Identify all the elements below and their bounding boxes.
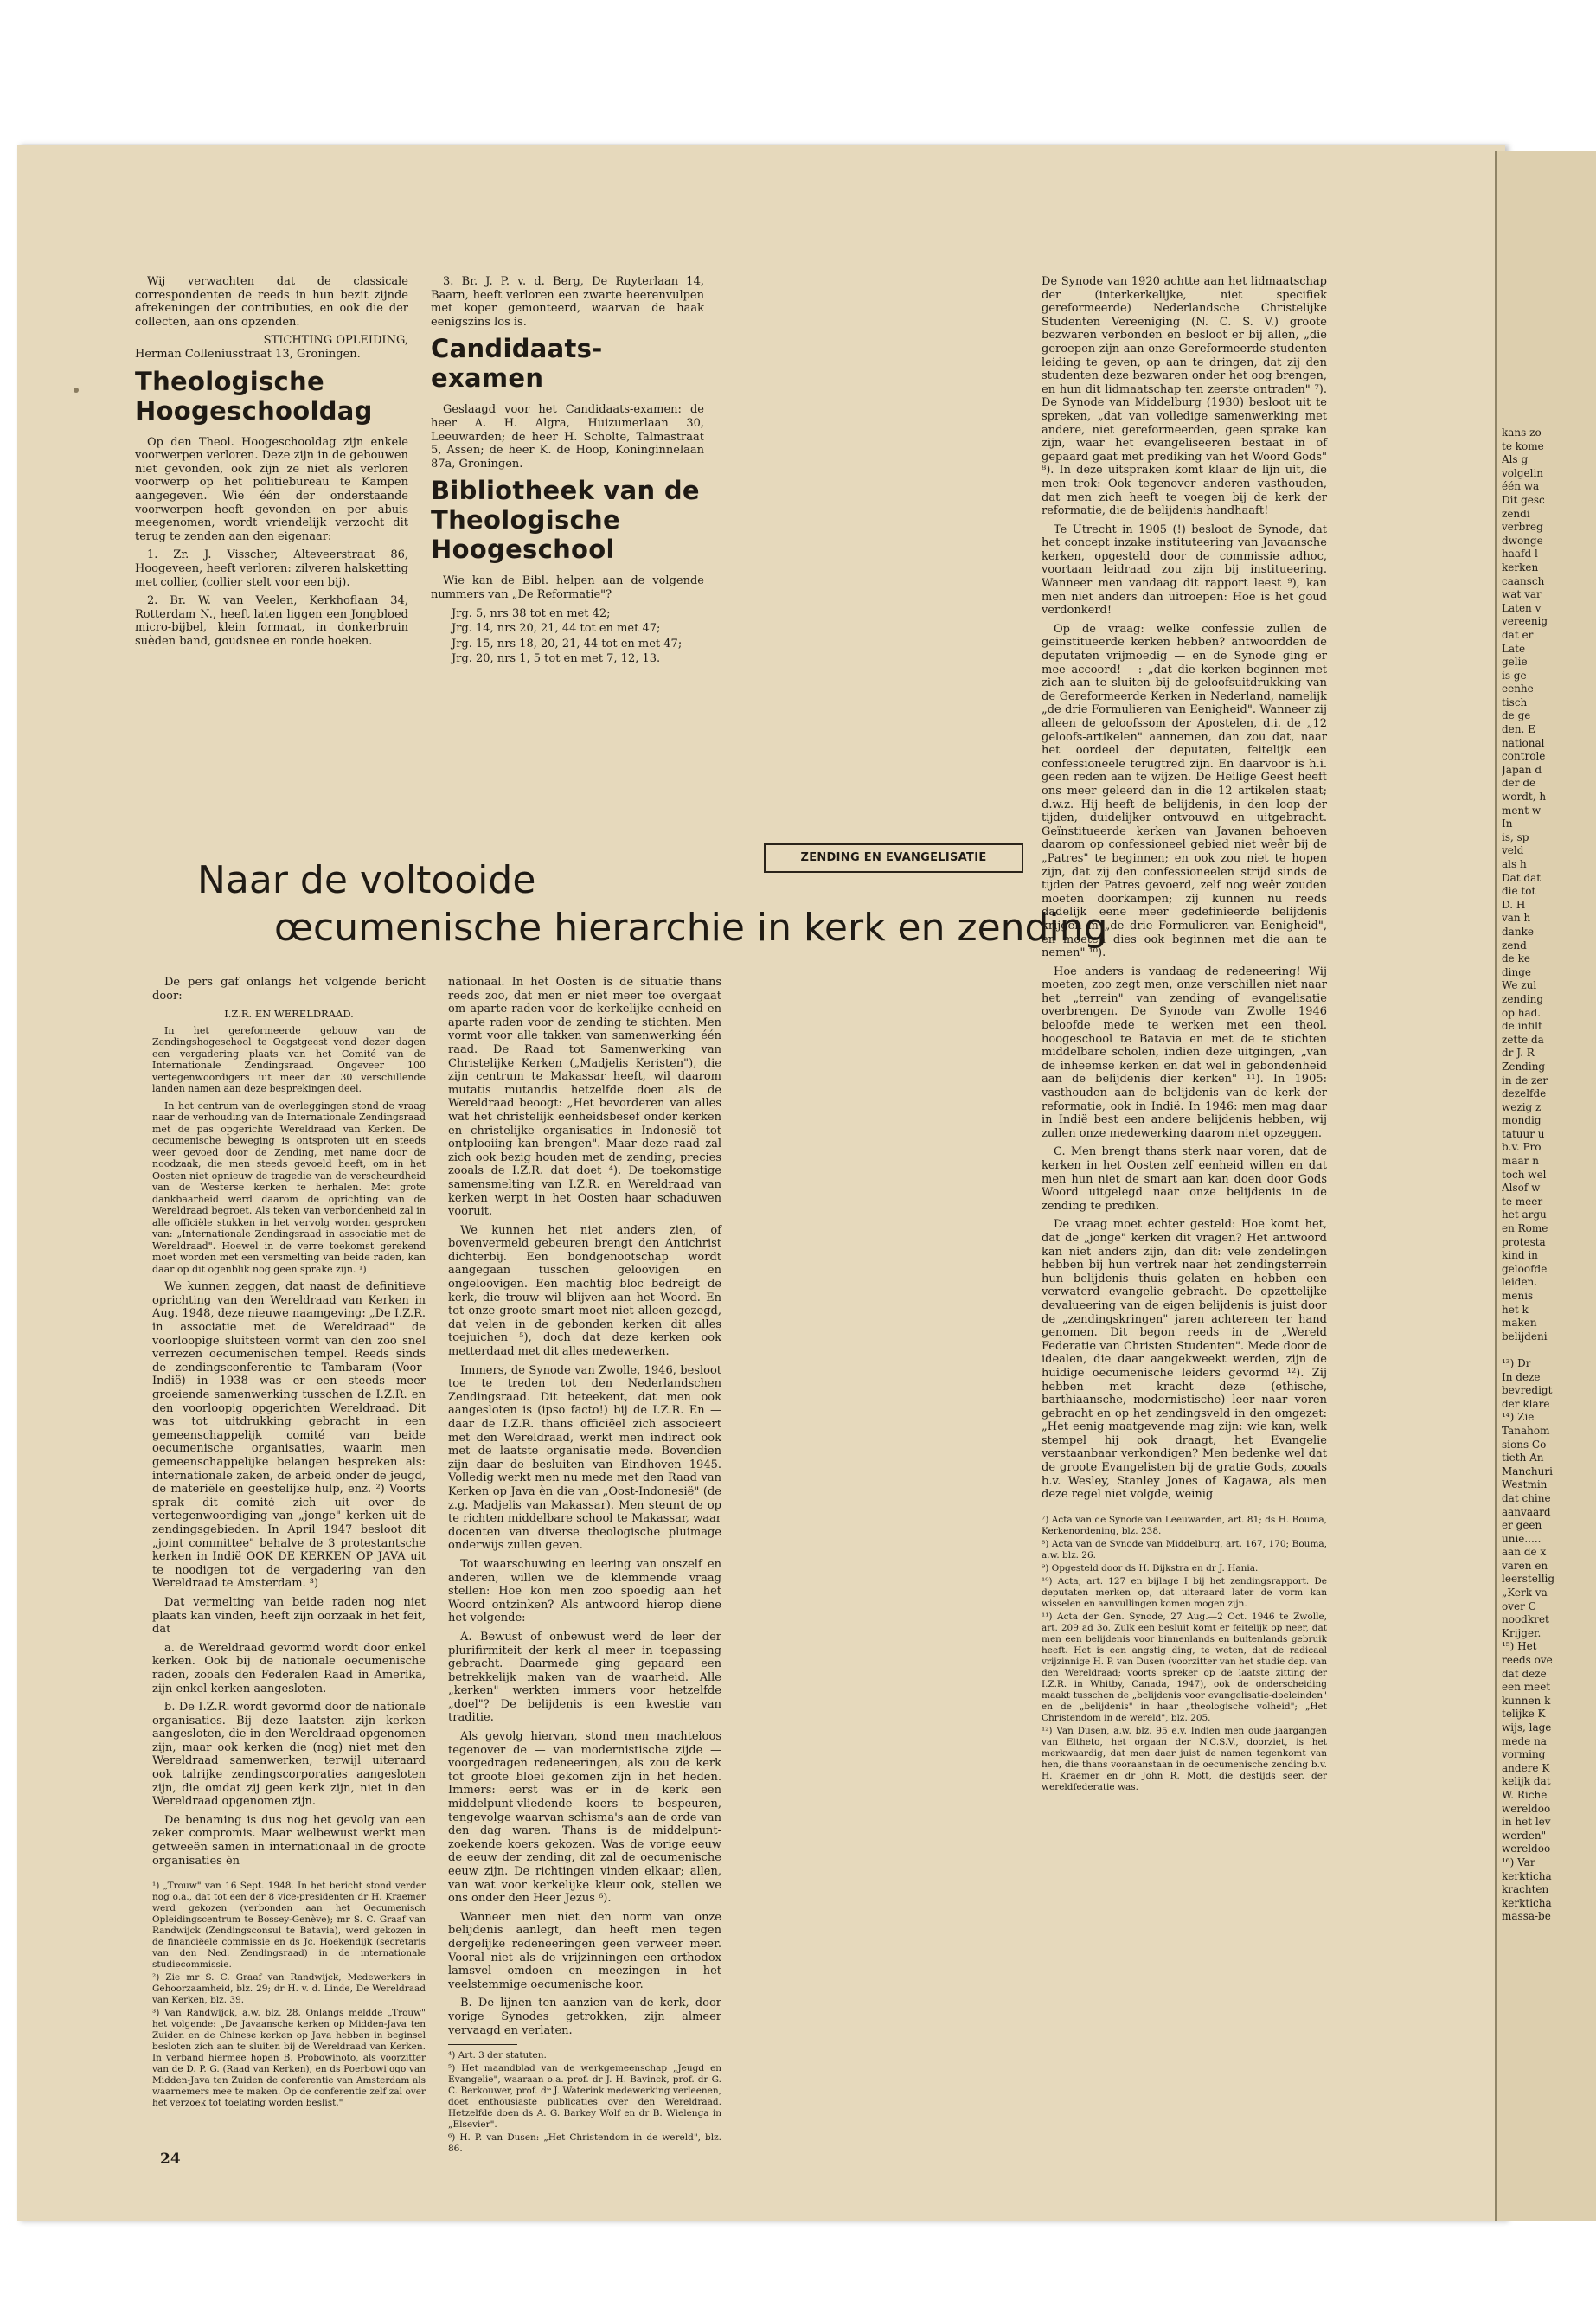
next-page-line: kerken [1502, 561, 1539, 574]
footnote: ¹⁰) Acta, art. 127 en bijlage I bij het zendingsrapport. De deputaten merken op, dat uiteraard later de vorm kan wisselen en aanvullingen komen mogen zijn. [1042, 1575, 1327, 1609]
footnote: ¹¹) Acta der Gen. Synode, 27 Aug.—2 Oct. 1946 te Zwolle, art. 209 ad 3o. Zulk een besluit komt er feitelijk op neer, dat men een belijdenis voor binnenlands en buitenlands gebruik heeft. Het is een angstig ding, te weten, dat de radicaal vrijzinnige H. P. van Dusen (voorzitter van het studie dep. van den Wereldraad; voorts spreker op de laatste zitting der I.Z.R. in Whitby, Canada, 1947), ook de onderscheiding maakt tusschen de „belijdenis voor evangelisatie-doeleinden" en de „belijdenis" in haar „theologische volheid"; „Het Christendom in de wereld", blz. 205. [1042, 1611, 1327, 1723]
newspaper-page [17, 145, 1505, 2221]
article-paragraph: Hoe anders is vandaag de redeneering! Wij moeten, zoo zegt men, onze verschillen niet naar het „terrein" van zending of evangelisatie overbrengen. De Synode van Zwolle 1946 beloofde mede te werken met een theol. hoogeschool te Batavia en met de te stichten middelbare scholen, indien deze uitgingen, „van de inheemse kerken en dat wel in gebondenheid aan de belijdenis dier kerken" ¹¹). In 1905: vasthouden aan de belijdenis van de kerk der reformatie, ook in Indië. In 1946: men mag daar in Indië best een andere belijdenis hebben, wij zullen onze medewerking daarom niet opzeggen. [1042, 965, 1327, 1140]
article-headline-line2: œcumenische hierarchie in kerk en zending [274, 906, 1108, 950]
next-page-line: menis [1502, 1290, 1534, 1302]
next-page-line: van h [1502, 912, 1531, 925]
next-page-line: er geen [1502, 1519, 1542, 1532]
footnote: ¹) „Trouw" van 16 Sept. 1948. In het bericht stond verder nog o.a., dat tot een der 8 vice-presidenten dr H. Kraemer werd gekozen (verbonden aan het Oecumenisch Opleidingscentrum te Bossey-Genève); mr S. C. Graaf van Randwijck (Zendingsconsul te Batavia), werd gekozen in de financiëele commissie en ds Jc. Hoekendijk (secretaris van den Ned. Zendingsraad) in de internationale studiecommissie. [152, 1881, 426, 1971]
next-page-line: Als g [1502, 453, 1529, 466]
next-page-line: die tot [1502, 885, 1536, 898]
section-heading-candidaats: Candidaats-examen [431, 334, 603, 394]
next-page-line: varen en [1502, 1559, 1548, 1572]
next-page-line: mondig [1502, 1114, 1542, 1127]
next-page-line: unie..... [1502, 1532, 1542, 1545]
section-heading-theol-day: Theologische Hoogeschooldag [135, 366, 373, 426]
page-number: 24 [160, 2150, 181, 2168]
next-page-line: een meet [1502, 1681, 1551, 1694]
next-page-line: D. H [1502, 898, 1526, 911]
next-page-line: dwonge [1502, 534, 1543, 547]
next-page-line: zending [1502, 992, 1544, 1005]
next-page-line: dezelfde [1502, 1087, 1547, 1100]
next-page-line: maken [1502, 1317, 1537, 1330]
next-page-line: protesta [1502, 1235, 1546, 1248]
next-page-line: als h [1502, 858, 1527, 870]
next-page-line: ¹³) Dr [1502, 1356, 1531, 1369]
article-intro: De pers gaf onlangs het volgende bericht door: [152, 976, 426, 1003]
article-paragraph: nationaal. In het Oosten is de situatie thans reeds zoo, dat men er niet meer toe overgaat om aparte raden voor de kerkelijke eenheid en aparte raden voor de zending te stichten. Men vormt voor alle takken van samenwerking één raad. De Raad tot Samenwerking van Christelijke Kerken („Madjelis Keristen"), die zijn centrum te Makassar heeft, wil daarom mutatis mutandis hetzelfde doen als de Wereldraad beoogt: „Het bevorderen van alles wat het christelijk eenheidsbesef onder kerken en christelijke organisaties in Indonesië tot ontplooiing kan brengen". Maar deze raad zal zich ook bezig houden met de zending, precies zooals de I.Z.R. dat doet ⁴). De toekomstige samensmelting van I.Z.R. en Wereldraad van kerken werpt in het Oosten haar schaduwen vooruit. [448, 976, 721, 1219]
article-headline-line1: Naar de voltooide [197, 858, 536, 902]
missing-issues-list [431, 607, 704, 666]
next-page-line: vorming [1502, 1748, 1546, 1761]
next-page-edge [1495, 151, 1596, 2221]
next-page-text-strip [1502, 426, 1595, 1924]
article-column-2 [448, 976, 721, 2157]
next-page-line: In deze [1502, 1370, 1541, 1383]
next-page-line: ment w [1502, 804, 1542, 817]
article-paragraph: C. Men brengt thans sterk naar voren, dat de kerken in het Oosten zelf eenheid willen en dat men hun niet de smart aan kan doen door Gods Woord uitgelegd naar onze belijdenis in de zending te prediken. [1042, 1145, 1327, 1213]
next-page-line: maar n [1502, 1155, 1539, 1168]
next-page-line: „Kerk va [1502, 1586, 1548, 1599]
next-page-line: leiden. [1502, 1276, 1538, 1289]
next-page-line: We zul [1502, 979, 1537, 992]
next-page-line: dat chine [1502, 1491, 1551, 1504]
next-page-line: in het lev [1502, 1816, 1551, 1829]
next-page-line: werden" [1502, 1829, 1547, 1842]
next-page-line: Japan d [1502, 763, 1542, 776]
next-page-line: Alsof w [1502, 1182, 1541, 1195]
article-paragraph: We kunnen zeggen, dat naast de definitieve oprichting van den Wereldraad van Kerken in Aug. 1948, deze nieuwe naamgeving: „De I.Z.R. in associatie met de Wereldraad" de voorloopige sluitsteen vormt van den zoo snel verrezen oecumenischen tempel. Reeds sinds de zendingsconferentie te Tambaram (Voor-Indië) in 1938 was er een steeds meer groeiende samenwerking tusschen de I.Z.R. en den voorloopig opgerichten Wereldraad. Dit was tot uitdrukking gebracht in een gemeenschappelijk comité van beide oecumenische organisaties, waarin men gemeenschappelijke belangen bespreken als: internationale zaken, de arbeid onder de jeugd, de materiële en geestelijke hulp, enz. ²) Voorts sprak dit comité zich uit over de vertegenwoordiging van „jonge" kerken uit de zendingsgebieden. In April 1947 besloot dit „joint committee" behalve de 3 protestantsche kerken in Indië OOK DE KERKEN OP JAVA uit te noodigen tot de vergadering van den Wereldraad te Amsterdam. ³) [152, 1280, 426, 1591]
next-page-line: over C [1502, 1599, 1536, 1612]
next-page-line: de infilt [1502, 1020, 1542, 1033]
next-page-line: In [1502, 817, 1513, 830]
footnotes-column-3 [1042, 1515, 1327, 1793]
article-paragraph: Dat vermelting van beide raden nog niet plaats kan vinden, heeft zijn oorzaak in het feit, dat [152, 1595, 426, 1637]
next-page-line: der de [1502, 777, 1536, 790]
next-page-line: gelie [1502, 656, 1528, 669]
article-paragraph: Te Utrecht in 1905 (!) besloot de Synode, dat het concept inzake instituteering van Javaansche kerken, opgesteld door de commissie adhoc, voortaan leidraad zou zijn bij institueering. Wanneer men vandaag dit rapport leest ⁹), kan men niet anders dan uitroepen: Hoe is het goud verdonkerd! [1042, 522, 1327, 618]
next-page-line: kans zo [1502, 426, 1542, 439]
next-page-line: in de zer [1502, 1074, 1548, 1086]
article-paragraph: B. De lijnen ten aanzien van de kerk, door vorige Synodes getrokken, zijn almeer vervaagd en verlaten. [448, 1997, 721, 2037]
next-page-line: dr J. R [1502, 1047, 1535, 1060]
bibliotheek-request: Wie kan de Bibl. helpen aan de volgende nummers van „De Reformatie"? [431, 574, 704, 601]
section-heading-bibliotheek-1: Bibliotheek van de [431, 476, 700, 506]
article-column-1 [152, 976, 426, 2111]
article-paragraph: We kunnen het niet anders zien, of bovenvermeld gebeuren brengt den Antichrist dichterbij. Een bondgenootschap wordt aangegaan tusschen geloovigen en ongeloovigen. Een machtig bloc bedreigt de kerk, die trouw wil blijven aan het Woord. En tot onze groote smart moet niet alleen gezegd, dat velen in de gebonden kerken dit alles toejuichen ⁵), doch dat deze kerken ook metterdaad met dit alles medewerken. [448, 1223, 721, 1359]
next-page-line: verbreg [1502, 521, 1543, 534]
next-page-line: wereldoo [1502, 1802, 1551, 1815]
next-page-line: en Rome [1502, 1222, 1548, 1235]
next-page-line: caansch [1502, 574, 1545, 587]
article-paragraph: De vraag moet echter gesteld: Hoe komt het, dat de „jonge" kerken dit vragen? Het antwoord kan niet anders zijn, dan dit: vele zendelingen hebben bij hun vertrek naar het zendingsterrein hun belijdenis thuis gelaten en hebben een verwaterd evangelie gebracht. De opzettelijke devalueering van de eigen belijdenis is juist door de „zendingskringen" jaren achtereen ter hand genomen. Dit begon reeds in de „Wereld Federatie van Christen Studenten". Mede door de idealen, die daar aangekweekt werden, zijn de huidige oecumenische leiders gevormd ¹²). Zij hebben met kracht deze (ethische, barthiaansche, modernistische) leer naar voren gebracht en op het zendingsveld in den omgezet: „Het eenig maatgevende mag zijn: wie kan, welk stempel hij ook draagt, het Evangelie verstaanbaar verkondigen? Men bedenke wel dat de groote Evangelisten bij de gratie Gods, zooals b.v. Wesley, Stanley Jones of Kagawa, als men deze regel niet volgde, weinig [1042, 1218, 1327, 1502]
next-page-line: reeds ove [1502, 1654, 1553, 1667]
next-page-line: te kome [1502, 439, 1544, 452]
next-page-line: Zending [1502, 1060, 1546, 1073]
next-page-line: danke [1502, 925, 1534, 938]
press-quote-paragraph: In het gereformeerde gebouw van de Zendingshogeschool te Oegstgeest vond dezer dagen een vergadering plaats van het Comité van de Internationale Zendingsraad. Ongeveer 100 vertegenwoordigers uit meer dan 30 verschillende landen namen aan deze besprekingen deel. [152, 1024, 426, 1095]
column-2-top [431, 275, 704, 673]
next-page-line: Krijger. [1502, 1626, 1542, 1639]
article-paragraph: Tot waarschuwing en leering van onszelf en anderen, willen we de klemmende vraag stellen: Hoe kon men zoo spoedig aan het Woord ontzinken? Als antwoord hierop diene het volgende: [448, 1557, 721, 1625]
lost-item-1: 1. Zr. J. Visscher, Alteveerstraat 86, Hoogeveen, heeft verloren: zilveren halsketting met collier, (collier stelt voor een bij). [135, 548, 408, 589]
next-page-line: b.v. Pro [1502, 1141, 1542, 1154]
next-page-line: één wa [1502, 480, 1540, 493]
next-page-line: dat deze [1502, 1667, 1547, 1680]
paper-spot [74, 388, 79, 393]
notice-signature: STICHTING OPLEIDING, [263, 334, 408, 348]
next-page-line: volgelin [1502, 466, 1544, 479]
footnote: ³) Van Randwijck, a.w. blz. 28. Onlangs meldde „Trouw" het volgende: „De Javaansche kerken op Midden-Java ten Zuiden en de Chinese kerken op Java hebben in beginsel besloten zich aan te sluiten bij de Wereldraad van Kerken. In verband hiermee hopen B. Probowinoto, als voorzitter van de D. P. G. (Raad van Kerken), en ds Poerbowijogo van Midden-Java ten Zuiden de conferentie van Amsterdam als waarnemers mee te maken. Op de conferentie zelf zal over het verzoek tot toelating worden beslist." [152, 2008, 426, 2109]
next-page-line: controle [1502, 750, 1546, 763]
next-page-line: wat var [1502, 588, 1542, 601]
next-page-line: aan de x [1502, 1546, 1547, 1559]
next-page-line: kunnen k [1502, 1694, 1551, 1707]
next-page-line: tieth An [1502, 1452, 1544, 1465]
next-page-line: veld [1502, 844, 1524, 857]
article-paragraph: Wanneer men niet den norm van onze belijdenis aanlegt, dan heeft men tegen dergelijke redeneeringen geen verweer meer. Vooral niet als de vrijzinningen een orthodox lamsvel omdoen en meezingen in het veelstemmige oecumenische koor. [448, 1910, 721, 1991]
article-paragraph: A. Bewust of onbewust werd de leer der plurifirmiteit der kerk al meer in toepassing gebracht. Daarmede ging gepaard een betrekkelijk maken van de waarheid. Alle „kerken" werkten immers voor hetzelfde „doel"? De belijdenis is een kwestie van traditie. [448, 1630, 721, 1725]
section-label-zending: ZENDING EN EVANGELISATIE [764, 843, 1023, 873]
footnote: ¹²) Van Dusen, a.w. blz. 95 e.v. Indien men oude jaargangen van Eltheto, het orgaan der N.C.S.V., doorziet, is het merkwaardig, dat men daar juist de namen tegenkomt van hen, die thans vooraanstaan in de oecumenische zending b.v. H. Kraemer en dr John R. Mott, die destijds seer. der wereldfederatie was. [1042, 1725, 1327, 1792]
footnote-divider [448, 2044, 517, 2045]
footnote: ⁴) Art. 3 der statuten. [448, 2050, 547, 2061]
article-paragraph: De Synode van 1920 achtte aan het lidmaatschap der (interkerkelijke, niet specifiek gereformeerde) Nederlandsche Christelijke Studenten Vereeniging (N. C. S. V.) groote bezwaren verbonden en besloot er bij allen, „die geroepen zijn aan onze Gereformeerde studenten leiding te geven, op aan te dringen, dat zij den studenten deze bezwaren onder het oog brengen, en hun dit lidmaatschap ten zeerste ontraden" ⁷). De Synode van Middelburg (1930) besloot uit te spreken, „dat van volledige samenwerking met andere, niet gereformeerden, geen sprake kan zijn, waar het evangeliseeren bestaat in of gepaard gaat met prediking van het Woord Gods" ⁸). In deze uitspraken komt klaar de lijn uit, die men trok: Ook tegenover anderen vasthouden, dat men zich heeft te voegen bij de kerk der reformatie, die de belijdenis handhaaft! [1042, 275, 1327, 518]
next-page-line: de ke [1502, 952, 1530, 965]
theol-day-intro: Op den Theol. Hoogeschooldag zijn enkele voorwerpen verloren. Deze zijn in de gebouwen niet gevonden, ook zijn ze niet als verloren voorwerp op het politiebureau te Kampen aangegeven. Wie één der onderstaande voorwerpen heeft gevonden en per abuis meegenomen, wordt vriendelijk verzocht dit terug te zenden aan den eigenaar: [135, 435, 408, 543]
next-page-line: dat er [1502, 628, 1534, 641]
article-subheading: I.Z.R. EN WERELDRAAD. [224, 1008, 354, 1021]
next-page-line: ¹⁵) Het [1502, 1640, 1537, 1653]
classis-notice: Wij verwachten dat de classicale correspondenten de reeds in hun bezit zijnde afrekeningen der contributies, en ook die der collecten, aan ons opzenden. [135, 275, 408, 329]
article-paragraph: a. de Wereldraad gevormd wordt door enkel kerken. Ook bij de nationale oecumenische raden, zooals den Federalen Raad in Amerika, zijn enkel kerken aangesloten. [152, 1641, 426, 1695]
footnote: ²) Zie mr S. C. Graaf van Randwijck, Medewerkers in Gehoorzaamheid, blz. 29; dr H. v. d. Linde, De Wereldraad van Kerken, blz. 39. [152, 1972, 426, 2006]
next-page-line: telijke K [1502, 1708, 1546, 1721]
next-page-line: kerkticha [1502, 1896, 1552, 1909]
next-page-line: zend [1502, 939, 1527, 952]
missing-issue: Jrg. 14, nrs 20, 21, 44 tot en met 47; [452, 622, 661, 636]
next-page-line: geloofde [1502, 1262, 1548, 1275]
next-page-line: Late [1502, 642, 1526, 655]
next-page-line [1502, 1343, 1595, 1357]
article-column-3 [1042, 275, 1327, 1795]
next-page-line: zendi [1502, 507, 1530, 520]
lost-item-2: 2. Br. W. van Veelen, Kerkhoflaan 34, Rotterdam N., heeft laten liggen een Jongbloed micro-bijbel, klein formaat, in donkerbruin suèden band, goudsnee en ronde hoeken. [135, 594, 408, 648]
press-quote [152, 1025, 426, 1276]
footnote: ⁹) Opgesteld door ds H. Dijkstra en dr J. Hania. [1042, 1562, 1259, 1574]
next-page-line: andere K [1502, 1761, 1550, 1774]
article-paragraph: Als gevolg hiervan, stond men machteloos tegenover de — van modernistische zijde — voorgedragen redeneeringen, als zou de kerk tot groote bloei gekomen zijn in het heden. Immers: eerst was er in de kerk een middelpunt-vliedende koers te bespeuren, tengevolge waarvan schisma's aan de orde van den dag waren. Thans is de middelpunt-zoekende koers gekozen. Was de vorige eeuw de eeuw der zending, dit zal de oecumenische eeuw zijn. De richtingen vinden elkaar; allen, van wat voor kerkelijke kleur ook, stellen we ons onder den Heer Jezus ⁶). [448, 1730, 721, 1906]
footnote: ⁸) Acta van de Synode van Middelburg, art. 167, 170; Bouma, a.w. blz. 26. [1042, 1538, 1327, 1561]
next-page-line: te meer [1502, 1195, 1543, 1208]
notice-address: Herman Colleniusstraat 13, Groningen. [135, 347, 361, 361]
next-page-line: vereenig [1502, 615, 1548, 628]
footnote: ⁷) Acta van de Synode van Leeuwarden, art. 81; ds H. Bouma, Kerkenordening, blz. 238. [1042, 1514, 1327, 1536]
missing-issue: Jrg. 15, nrs 18, 20, 21, 44 tot en met 47; [452, 637, 683, 651]
next-page-line: wereldoo [1502, 1843, 1551, 1856]
next-page-line: W. Riche [1502, 1788, 1548, 1801]
next-page-line: ¹⁶) Var [1502, 1856, 1535, 1868]
next-page-line: wijs, lage [1502, 1721, 1552, 1734]
next-page-line: haafd l [1502, 548, 1538, 561]
article-paragraph: De benaming is dus nog het gevolg van een zeker compromis. Maar welbewust werkt men getweeën samen in internationaal in de groote organisaties èn [152, 1813, 426, 1868]
article-paragraph: b. De I.Z.R. wordt gevormd door de nationale organisaties. Bij deze laatsten zijn kerken aangesloten, die in den Wereldraad opgenomen zijn, maar ook kerken die (nog) niet met den Wereldraad samenwerken, terwijl uiteraard ook talrijke zendingscorporaties aangesloten zijn, die omdat zij geen kerk zijn, niet in den Wereldraad opgenomen zijn. [152, 1701, 426, 1809]
next-page-line: Tanahom [1502, 1424, 1550, 1437]
next-page-line: mede na [1502, 1734, 1547, 1747]
next-page-line: kind in [1502, 1249, 1538, 1262]
next-page-line: kelijk dat [1502, 1775, 1551, 1788]
next-page-line: krachten [1502, 1883, 1549, 1896]
next-page-line: ¹⁴) Zie [1502, 1411, 1535, 1424]
next-page-line: der klare [1502, 1397, 1550, 1410]
next-page-line: tisch [1502, 695, 1528, 708]
next-page-line: wordt, h [1502, 791, 1547, 804]
section-heading-bibliotheek-2: Theologische Hoogeschool [431, 505, 620, 565]
footnotes-column-2 [448, 2050, 721, 2155]
next-page-line: dinge [1502, 965, 1532, 978]
next-page-line: is ge [1502, 669, 1527, 682]
footnote: ⁶) H. P. van Dusen: „Het Christendom in de wereld", blz. 86. [448, 2132, 721, 2155]
next-page-line: bevredigt [1502, 1384, 1553, 1397]
next-page-line: wezig z [1502, 1100, 1542, 1113]
article-paragraph: Op de vraag: welke confessie zullen de geinstitueerde kerken hebben? antwoordden de deputaten vrijmoedig — en de Synode ging er mee accoord! —: „dat die kerken beginnen met zich aan te sluiten bij de geloofsuitdrukking van de Gereformeerde Kerken in Nederland, namelijk „de drie Formulieren van Eenigheid". Wanneer zij alleen de geloofssom der Apostelen, d.i. de „12 geloofs-artikelen" aannemen, dan zou dat, naar het oordeel der deputaten, feitelijk een confessioneele terugtred zijn. En daarvoor is h.i. geen reden aan te wijzen. De Heilige Geest heeft ons meer geleerd dan in die 12 artikelen staat; d.w.z. Hij heeft de belijdenis, in den loop der tijden, duidelijker ontvouwd en uitgebracht. Geïnstitueerde kerken van Javanen behoeven daarom op confessioneel gebied niet weêr bij de „Patres" te beginnen; en ook zou niet te hopen zijn, dat zij den confessioneelen strijd sinds de tijden der Patres gevoerd, zelf nog weêr zouden moeten doorkampen; zij kunnen nu reeds dadelijk eene meer gedefinieerde belijdenis krijgen in „de drie Formulieren van Eenigheid", en moeten dies ook beginnen met die aan te nemen" ¹⁰). [1042, 622, 1327, 960]
next-page-line: aanvaard [1502, 1505, 1551, 1518]
next-page-line: Manchuri [1502, 1465, 1553, 1477]
next-page-line: Westmin [1502, 1478, 1548, 1491]
next-page-line: de ge [1502, 709, 1531, 722]
next-page-line: eenhe [1502, 683, 1534, 695]
next-page-line: zette da [1502, 1033, 1544, 1046]
next-page-line: kerkticha [1502, 1869, 1552, 1882]
next-page-line: Dat dat [1502, 871, 1542, 884]
next-page-line: belijdeni [1502, 1330, 1548, 1343]
next-page-line: Dit gesc [1502, 493, 1545, 506]
next-page-line: op had. [1502, 1006, 1542, 1019]
press-quote-paragraph: In het centrum van de overleggingen stond de vraag naar de verhouding van de Internationale Zendingsraad met de pas opgerichte Wereldraad van Kerken. De oecumenische beweging is ontsproten uit en steeds weer gevoed door de Zending, met name door de noodzaak, die men steeds gevoeld heeft, om in het Oosten niet opnieuw de tragedie van de verscheurdheid van de Westerse kerken te herhalen. Met grote dankbaarheid werd daarom de oprichting van de Wereldraad begroet. Als teken van verbondenheid zal in alle officiële stukken in het vervolg worden gesproken van: „Internationale Zendingsraad in associatie met de Wereldraad". Hoewel in de verre toekomst gerekend moet worden met een versmelting van beide raden, kan daar op dit ogenblik nog geen sprake zijn. ¹) [152, 1099, 426, 1275]
missing-issue: Jrg. 20, nrs 1, 5 tot en met 7, 12, 13. [452, 652, 661, 666]
missing-issue: Jrg. 5, nrs 38 tot en met 42; [452, 606, 611, 620]
footnote: ⁵) Het maandblad van de werkgemeenschap „Jeugd en Evangelie", waaraan o.a. prof. dr J. H. Bavinck, prof. dr G. C. Berkouwer, prof. dr J. Waterink medewerking verleenen, doet enthousiaste publicaties over den Wereldraad. Hetzelfde doen ds A. G. Barkey Wolf en dr B. Wielenga in „Elsevier". [448, 2063, 721, 2131]
next-page-line: Laten v [1502, 601, 1542, 614]
article-paragraph: Immers, de Synode van Zwolle, 1946, besloot toe te treden tot den Nederlandschen Zendingsraad. Dit beteekent, dat men ook aangesloten is (ipso facto!) bij de I.Z.R. En — daar de I.Z.R. thans officiëel zich associeert met den Wereldraad, werkt men indirect ook met de laatste organisatie mede. Bovendien zijn daar de besluiten van Eindhoven 1945. Volledig werkt men nu mede met den Raad van Kerken op Java èn die van „Oost-Indonesië" (de z.g. Madjelis van Makassar). Men steunt de op te richten middelbare school te Makassar, waar docenten van diverse theologische pluimage onderwijs zullen geven. [448, 1363, 721, 1553]
candidaats-text: Geslaagd voor het Candidaats-examen: de heer A. H. Algra, Huizumerlaan 30, Leeuwarden; de heer H. Scholte, Talmastraat 5, Assen; de heer K. de Hoop, Koninginnelaan 87a, Groningen. [431, 403, 704, 471]
next-page-line: sions Co [1502, 1438, 1547, 1451]
next-page-line: leerstellig [1502, 1573, 1555, 1586]
next-page-line: is, sp [1502, 830, 1529, 843]
next-page-line: national [1502, 736, 1545, 749]
column-1-top [135, 275, 408, 653]
next-page-line: massa-be [1502, 1910, 1551, 1923]
next-page-line: toch wel [1502, 1168, 1547, 1181]
next-page-line: den. E [1502, 723, 1535, 736]
footnotes-column-1 [152, 1881, 426, 2109]
lost-item-3: 3. Br. J. P. v. d. Berg, De Ruyterlaan 14, Baarn, heeft verloren een zwarte heerenvulpen met koper gemonteerd, waarvan de haak eenigszins los is. [431, 275, 704, 329]
next-page-line: tatuur u [1502, 1127, 1545, 1140]
next-page-line: noodkret [1502, 1613, 1549, 1626]
next-page-line: het argu [1502, 1208, 1547, 1221]
next-page-line: het k [1502, 1303, 1529, 1316]
